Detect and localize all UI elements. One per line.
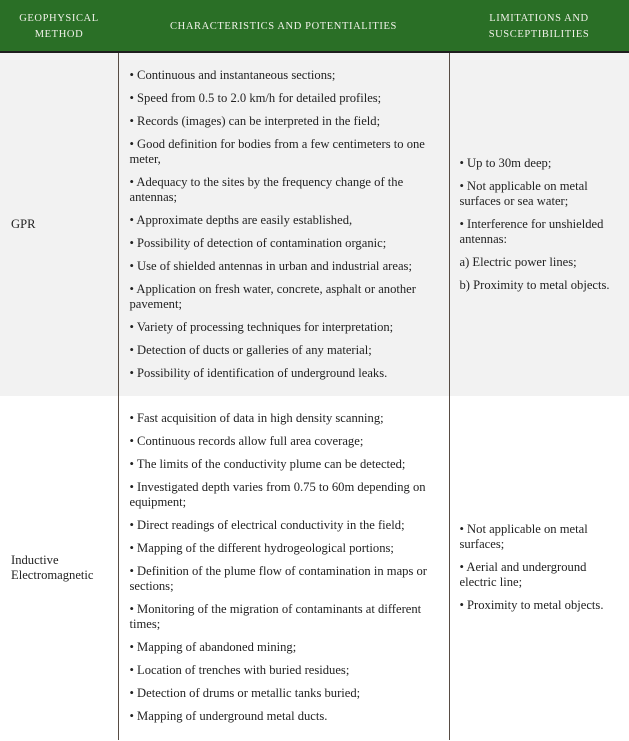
list-item: • Detection of ducts or galleries of any material;: [129, 342, 372, 357]
list-item: • Mapping of abandoned mining;: [129, 640, 297, 654]
list-item: • Application on fresh water, concrete, asphalt or another pavement;: [129, 281, 416, 311]
list-item: a) Electric power lines;: [459, 254, 577, 269]
list-item: • Approximate depths are easily established,: [129, 212, 353, 227]
list-item: • The limits of the conductivity plume can be detected;: [129, 457, 406, 471]
list-item: • Up to 30m deep;: [459, 155, 552, 170]
characteristics-list: [130, 411, 445, 724]
header-row: [0, 2, 629, 52]
list-item: • Investigated depth varies from 0.75 to 60m depending on equipment;: [129, 480, 426, 509]
list-item: • Mapping of the different hydrogeological portions;: [129, 541, 394, 555]
characteristics-list: [130, 68, 445, 381]
list-item: • Proximity to metal objects.: [459, 598, 604, 612]
list-item: • Continuous records allow full area coverage;: [129, 434, 364, 448]
list-item: • Location of trenches with buried residues;: [129, 663, 350, 677]
list-item: • Not applicable on metal surfaces;: [459, 522, 588, 551]
list-item: • Adequacy to the sites by the frequency change of the antennas;: [129, 174, 404, 204]
limitations-cell: [449, 396, 629, 740]
list-item: • Possibility of identification of underground leaks.: [129, 365, 388, 380]
list-item: • Detection of drums or metallic tanks buried;: [129, 686, 361, 700]
method-cell: Inductive Electromagnetic: [0, 396, 118, 740]
limitations-list: [460, 522, 626, 613]
list-item: • Records (images) can be interpreted in the field;: [129, 113, 381, 128]
list-item: • Possibility of detection of contamination organic;: [129, 235, 387, 250]
list-item: b) Proximity to metal objects.: [459, 277, 610, 292]
list-item: • Good definition for bodies from a few centimeters to one meter,: [129, 136, 425, 166]
table-row-inductive-electromagnetic: [0, 396, 629, 740]
limitations-cell: [449, 52, 629, 396]
method-cell: GPR: [0, 52, 118, 396]
characteristics-cell: [118, 396, 449, 740]
list-item: • Not applicable on metal surfaces or sea water;: [459, 178, 588, 208]
list-item: • Variety of processing techniques for interpretation;: [129, 319, 394, 334]
limitations-list: [460, 156, 626, 293]
table-header: [0, 2, 629, 52]
list-item: • Speed from 0.5 to 2.0 km/h for detailed profiles;: [129, 90, 382, 105]
table-row-gpr: [0, 52, 629, 396]
header-characteristics: CHARACTERISTICS AND POTENTIALITIES: [118, 2, 449, 52]
characteristics-cell: [118, 52, 449, 396]
list-item: • Definition of the plume flow of contamination in maps or sections;: [129, 564, 428, 593]
list-item: • Use of shielded antennas in urban and industrial areas;: [129, 258, 412, 273]
header-geophysical-method: GEOPHYSICAL METHOD: [0, 2, 118, 52]
list-item: • Direct readings of electrical conductivity in the field;: [129, 518, 405, 532]
list-item: • Interference for unshielded antennas:: [459, 216, 604, 246]
list-item: • Continuous and instantaneous sections;: [129, 67, 336, 82]
list-item: • Fast acquisition of data in high density scanning;: [129, 411, 384, 425]
header-limitations: LIMITATIONS AND SUSCEPTIBILITIES: [449, 2, 629, 52]
list-item: • Monitoring of the migration of contaminants at different times;: [129, 602, 422, 631]
list-item: • Aerial and underground electric line;: [459, 560, 587, 589]
list-item: • Mapping of underground metal ducts.: [129, 709, 328, 723]
